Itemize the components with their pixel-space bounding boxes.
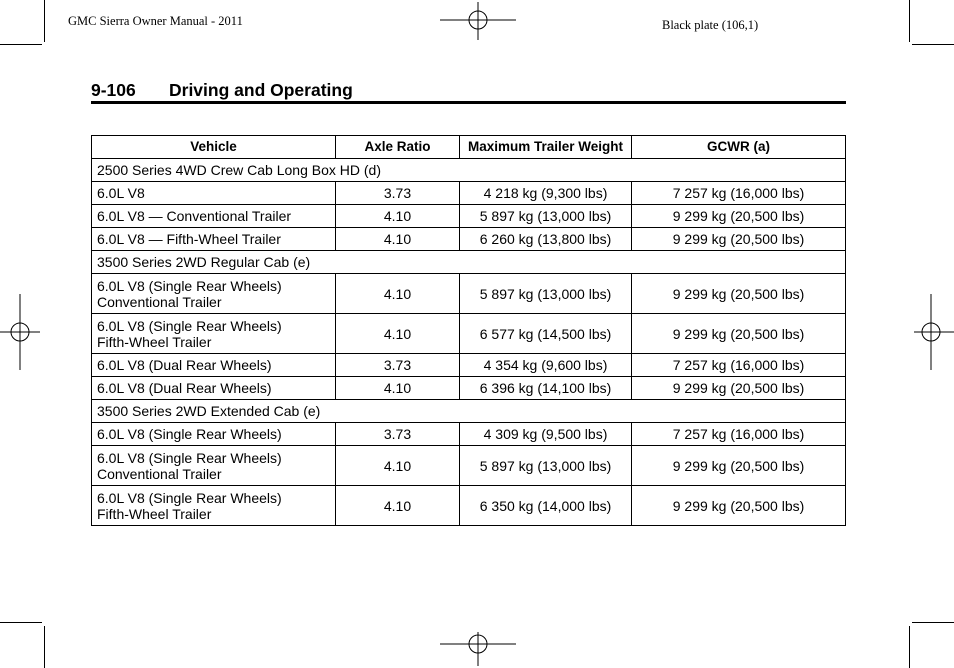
header-axle-ratio: Axle Ratio [336,136,460,159]
group-title: 2500 Series 4WD Crew Cab Long Box HD (d) [92,159,846,182]
vehicle-line: 6.0L V8 — Conventional Trailer [97,208,292,224]
crop-mark-top-right-v [909,0,910,42]
vehicle-line: 6.0L V8 (Single Rear Wheels) [97,489,282,506]
table-row [92,314,846,354]
vehicle-line: 6.0L V8 (Dual Rear Wheels) [97,357,272,373]
vehicle-line: 6.0L V8 (Single Rear Wheels) [97,426,282,442]
table-row [92,228,846,251]
vehicle-cell [92,182,336,205]
vehicle-cell [92,486,336,526]
vehicle-cell [92,205,336,228]
max-trailer-weight-cell: 6 396 kg (14,100 lbs) [460,377,632,400]
axle-ratio-cell: 4.10 [336,274,460,314]
header-max-trailer-weight: Maximum Trailer Weight [460,136,632,159]
max-trailer-weight-cell: 6 350 kg (14,000 lbs) [460,486,632,526]
crop-mark-top-right-h [912,44,954,45]
gcwr-cell: 7 257 kg (16,000 lbs) [632,182,846,205]
gcwr-cell: 7 257 kg (16,000 lbs) [632,354,846,377]
trailer-weight-table [91,135,846,526]
max-trailer-weight-cell: 4 309 kg (9,500 lbs) [460,423,632,446]
header-vehicle: Vehicle [92,136,336,159]
vehicle-line: 6.0L V8 (Single Rear Wheels) [97,277,282,294]
vehicle-line: Fifth-Wheel Trailer [97,505,212,522]
group-row [92,251,846,274]
table-row [92,354,846,377]
registration-mark-bottom [440,630,516,668]
max-trailer-weight-cell: 4 218 kg (9,300 lbs) [460,182,632,205]
table-row [92,446,846,486]
table-row [92,423,846,446]
vehicle-cell [92,314,336,354]
group-row [92,400,846,423]
vehicle-cell [92,354,336,377]
axle-ratio-cell: 3.73 [336,354,460,377]
gcwr-cell: 9 299 kg (20,500 lbs) [632,274,846,314]
max-trailer-weight-cell: 6 577 kg (14,500 lbs) [460,314,632,354]
vehicle-line: 6.0L V8 — Fifth-Wheel Trailer [97,231,281,247]
crop-mark-top-left-v [44,0,45,42]
vehicle-cell [92,228,336,251]
max-trailer-weight-cell: 4 354 kg (9,600 lbs) [460,354,632,377]
crop-mark-bottom-left-h [0,622,42,623]
gcwr-cell: 9 299 kg (20,500 lbs) [632,314,846,354]
registration-mark-top [440,2,516,42]
crop-mark-top-left-h [0,44,42,45]
gcwr-cell: 9 299 kg (20,500 lbs) [632,486,846,526]
crop-mark-bottom-right-h [912,622,954,623]
vehicle-line: 6.0L V8 (Single Rear Wheels) [97,317,282,334]
group-row [92,159,846,182]
table-row [92,486,846,526]
max-trailer-weight-cell: 6 260 kg (13,800 lbs) [460,228,632,251]
axle-ratio-cell: 4.10 [336,377,460,400]
vehicle-line: 6.0L V8 [97,185,145,201]
gcwr-cell: 9 299 kg (20,500 lbs) [632,377,846,400]
max-trailer-weight-cell: 5 897 kg (13,000 lbs) [460,205,632,228]
table-row [92,182,846,205]
vehicle-cell [92,423,336,446]
table-row [92,205,846,228]
axle-ratio-cell: 4.10 [336,314,460,354]
axle-ratio-cell: 4.10 [336,486,460,526]
section-title: Driving and Operating [169,80,353,100]
gcwr-cell: 9 299 kg (20,500 lbs) [632,228,846,251]
max-trailer-weight-cell: 5 897 kg (13,000 lbs) [460,446,632,486]
manual-title: GMC Sierra Owner Manual - 2011 [68,14,243,28]
plate-label: Black plate (106,1) [662,18,759,32]
table-row [92,377,846,400]
gcwr-cell: 9 299 kg (20,500 lbs) [632,446,846,486]
vehicle-line: Conventional Trailer [97,293,222,310]
registration-mark-left [0,294,42,370]
header-gcwr: GCWR (a) [632,136,846,159]
gcwr-cell: 9 299 kg (20,500 lbs) [632,205,846,228]
page-number: 9-106 [91,80,136,100]
heading-rule [91,101,846,104]
max-trailer-weight-cell: 5 897 kg (13,000 lbs) [460,274,632,314]
crop-mark-bottom-left-v [44,626,45,668]
vehicle-cell [92,377,336,400]
vehicle-line: Fifth-Wheel Trailer [97,333,212,350]
group-title: 3500 Series 2WD Regular Cab (e) [92,251,846,274]
vehicle-cell [92,446,336,486]
vehicle-cell [92,274,336,314]
vehicle-line: 6.0L V8 (Dual Rear Wheels) [97,380,272,396]
registration-mark-right [912,294,954,370]
crop-mark-bottom-right-v [909,626,910,668]
axle-ratio-cell: 4.10 [336,446,460,486]
group-title: 3500 Series 2WD Extended Cab (e) [92,400,846,423]
axle-ratio-cell: 4.10 [336,205,460,228]
gcwr-cell: 7 257 kg (16,000 lbs) [632,423,846,446]
axle-ratio-cell: 3.73 [336,423,460,446]
axle-ratio-cell: 4.10 [336,228,460,251]
vehicle-line: Conventional Trailer [97,465,222,482]
table-row [92,274,846,314]
vehicle-line: 6.0L V8 (Single Rear Wheels) [97,449,282,466]
axle-ratio-cell: 3.73 [336,182,460,205]
